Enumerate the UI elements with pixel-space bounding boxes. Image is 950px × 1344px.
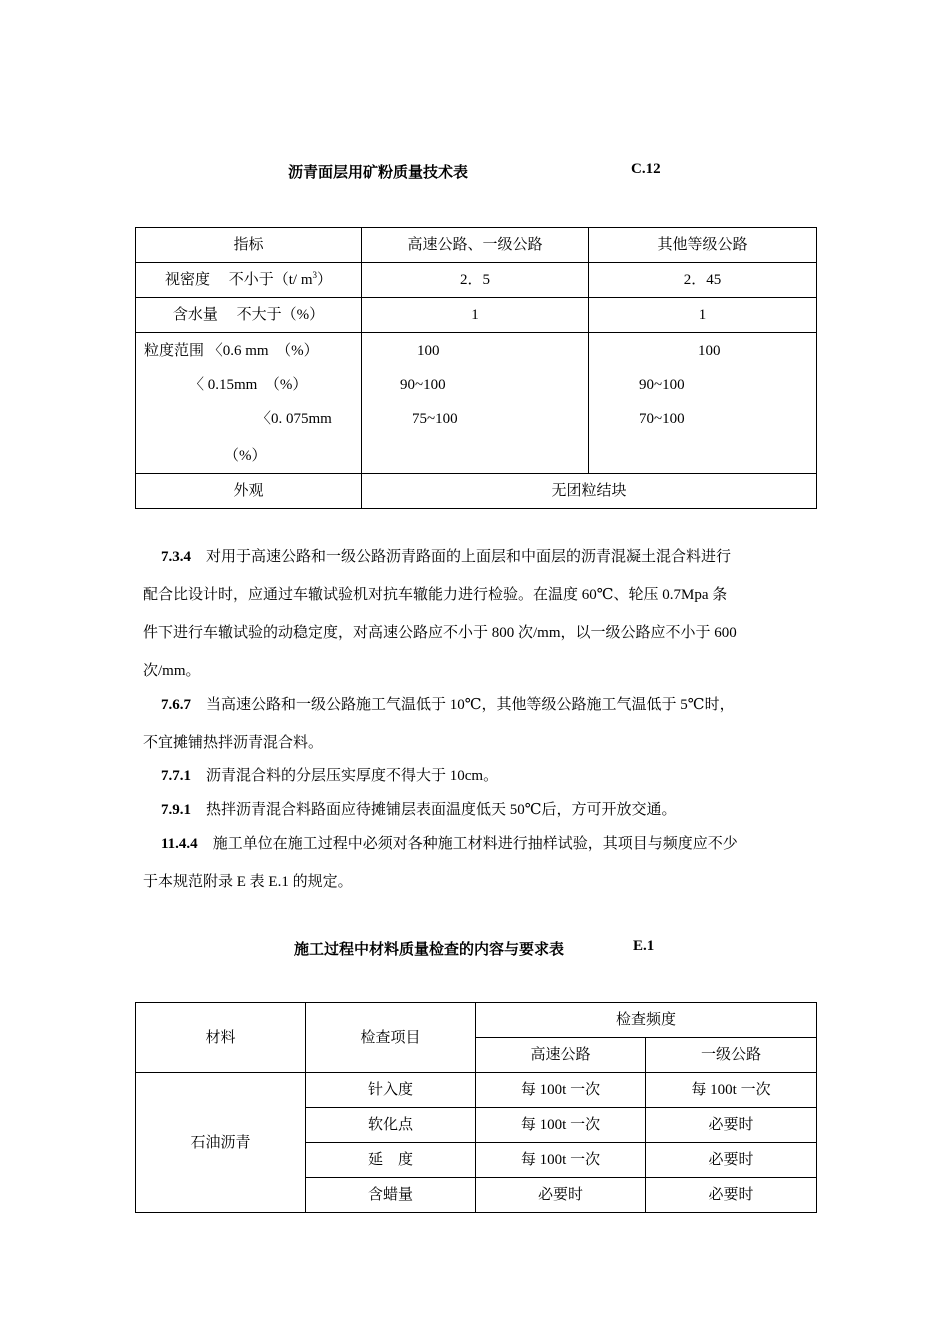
gradation-highway-1: 100 (417, 343, 440, 359)
table-c12-water-label: 含水量 不大于（%） (136, 298, 362, 333)
table-c12-header-other: 其他等级公路 (589, 228, 817, 263)
gradation-line-3: 〈0. 075mm (256, 411, 332, 427)
clause-text: 沥青混合料的分层压实厚度不得大于 10cm。 (206, 768, 499, 784)
table-e1-material-asphalt: 石油沥青 (136, 1073, 306, 1213)
clause-number: 11.4.4 (161, 836, 198, 852)
table-e1-item: 含蜡量 (306, 1178, 476, 1213)
gradation-other-2: 90~100 (639, 377, 685, 393)
table-c12-density-highway: 2．5 (362, 263, 589, 298)
gradation-other-1: 100 (698, 343, 721, 359)
table-c12-appearance-value: 无团粒结块 (362, 474, 817, 509)
table-e1-code: E.1 (633, 938, 655, 954)
table-e1-header-first-class: 一级公路 (646, 1038, 817, 1073)
clause-text: 当高速公路和一级公路施工气温低于 10℃，其他等级公路施工气温低于 5℃时， (206, 697, 735, 713)
gradation-line-1: 粒度范围 〈0.6 mm （%） (144, 343, 319, 359)
density-label-sup: 3 (312, 270, 317, 280)
table-e1-header-material: 材料 (136, 1003, 306, 1073)
gradation-line-4: （%） (224, 448, 267, 464)
table-c12-code: C.12 (631, 161, 661, 177)
gradation-other-3: 70~100 (639, 411, 685, 427)
clause-number: 7.9.1 (161, 802, 191, 818)
clause-number: 7.7.1 (161, 768, 191, 784)
clause-text: 件下进行车辙试验的动稳定度，对高速公路应不小于 800 次/mm，以一级公路应不小于 600 (143, 625, 737, 641)
gradation-highway-3: 75~100 (412, 411, 458, 427)
table-c12-water-other: 1 (589, 298, 817, 333)
clause-number: 7.6.7 (161, 697, 191, 713)
table-e1 (135, 1002, 817, 1213)
table-e1-first-freq: 每 100t 一次 (646, 1073, 817, 1108)
clause-text: 于本规范附录 E 表 E.1 的规定。 (143, 874, 353, 890)
table-c12-gradation-label (136, 333, 362, 474)
table-e1-highway-freq: 每 100t 一次 (476, 1143, 646, 1178)
clause-number: 7.3.4 (161, 549, 191, 565)
table-c12-gradation-other (589, 333, 817, 474)
clause-text: 不宜摊铺热拌沥青混合料。 (143, 735, 324, 751)
clause-text: 次/mm。 (143, 663, 201, 679)
table-e1-first-freq: 必要时 (646, 1143, 817, 1178)
table-c12-gradation-highway (362, 333, 589, 474)
table-c12-header-index: 指标 (136, 228, 362, 263)
table-c12-appearance-label: 外观 (136, 474, 362, 509)
clause-text: 施工单位在施工过程中必须对各种施工材料进行抽样试验，其项目与频度应不少 (212, 836, 738, 852)
table-c12-density-label (136, 263, 362, 298)
table-e1-first-freq: 必要时 (646, 1178, 817, 1213)
table-e1-header-highway: 高速公路 (476, 1038, 646, 1073)
table-c12-density-other: 2．45 (589, 263, 817, 298)
density-label-text: 视密度 不小于（t/ m (164, 272, 313, 288)
table-e1-first-freq: 必要时 (646, 1108, 817, 1143)
table-e1-item: 软化点 (306, 1108, 476, 1143)
table-c12-water-highway: 1 (362, 298, 589, 333)
table-e1-item: 针入度 (306, 1073, 476, 1108)
table-e1-highway-freq: 每 100t 一次 (476, 1073, 646, 1108)
clause-text: 对用于高速公路和一级公路沥青路面的上面层和中面层的沥青混凝土混合料进行 (206, 549, 732, 565)
clause-text: 热拌沥青混合料路面应待摊铺层表面温度低天 50℃后，方可开放交通。 (206, 802, 677, 818)
table-c12-title: 沥青面层用矿粉质量技术表 (288, 165, 469, 181)
table-c12 (135, 227, 817, 509)
gradation-line-2: 〈 0.15mm （%） (189, 377, 308, 393)
table-e1-item: 延 度 (306, 1143, 476, 1178)
table-e1-header-item: 检查项目 (306, 1003, 476, 1073)
density-label-end: ） (317, 272, 333, 288)
table-c12-header-highway: 高速公路、一级公路 (362, 228, 589, 263)
table-e1-highway-freq: 每 100t 一次 (476, 1108, 646, 1143)
clause-text: 配合比设计时，应通过车辙试验机对抗车辙能力进行检验。在温度 60℃、轮压 0.7Mpa 条 (143, 587, 728, 603)
gradation-highway-2: 90~100 (400, 377, 446, 393)
table-e1-header-frequency: 检查频度 (476, 1003, 817, 1038)
table-e1-title: 施工过程中材料质量检查的内容与要求表 (294, 942, 565, 958)
table-e1-highway-freq: 必要时 (476, 1178, 646, 1213)
